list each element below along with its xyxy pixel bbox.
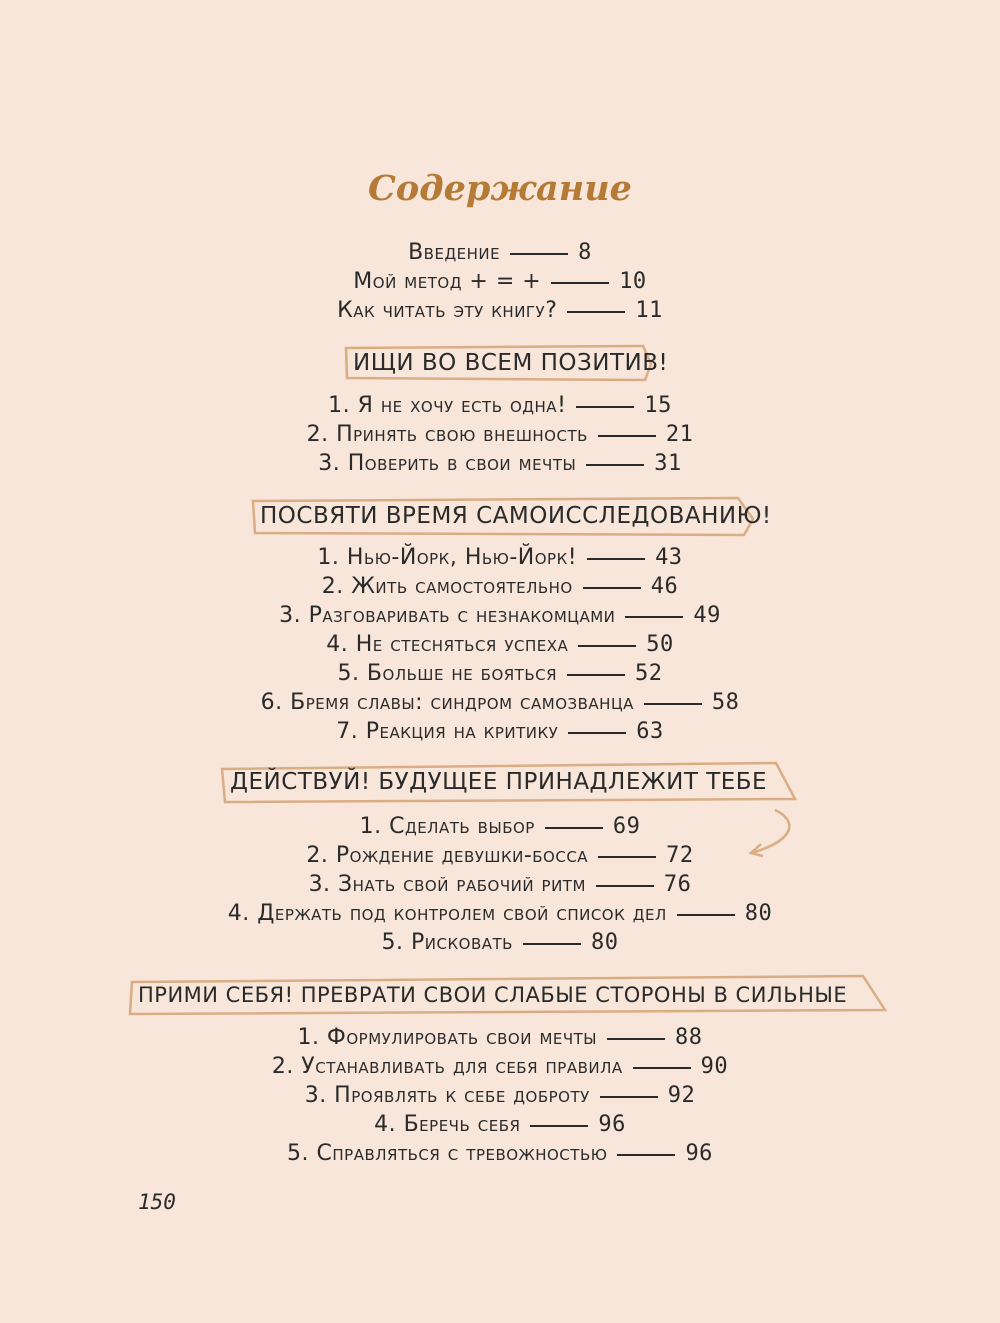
leader-dash bbox=[586, 464, 644, 466]
toc-entry-page: 52 bbox=[635, 661, 663, 686]
toc-entry-label: 3. Разговаривать с незнакомцами bbox=[279, 603, 616, 628]
leader-dash bbox=[600, 1096, 658, 1098]
toc-entry-page: 50 bbox=[646, 632, 674, 657]
toc-entry-page: 72 bbox=[666, 843, 694, 868]
toc-entry bbox=[0, 601, 1000, 630]
toc-entry bbox=[0, 391, 1000, 420]
leader-dash bbox=[576, 406, 634, 408]
toc-entry bbox=[0, 449, 1000, 478]
toc-entry bbox=[0, 1023, 1000, 1052]
toc-entry-page: 69 bbox=[612, 814, 641, 839]
toc-entry bbox=[0, 296, 1000, 325]
toc-entry-label: Мой метод + = + bbox=[353, 269, 542, 294]
toc-entry-page: 58 bbox=[711, 690, 740, 715]
leader-dash bbox=[523, 943, 581, 945]
toc-entry-label: 3. Поверить в свои мечты bbox=[318, 451, 577, 476]
toc-entry bbox=[0, 812, 1000, 841]
toc-entry-label: 5. Больше не бояться bbox=[337, 661, 558, 686]
toc-entry bbox=[0, 267, 1000, 296]
section-heading: ПОСВЯТИ ВРЕМЯ САМОИССЛЕДОВАНИЮ! bbox=[260, 503, 772, 529]
toc-entry-label: 2. Принять свою внешность bbox=[306, 422, 588, 447]
leader-dash bbox=[567, 311, 625, 313]
toc-entry-page: 63 bbox=[636, 719, 664, 744]
leader-dash bbox=[545, 827, 603, 829]
section-heading: ПРИМИ СЕБЯ! ПРЕВРАТИ СВОИ СЛАБЫЕ СТОРОНЫ В СИЛЬНЫЕ bbox=[138, 983, 848, 1007]
toc-entry-label: 3. Проявлять к себе доброту bbox=[304, 1083, 590, 1108]
toc-entry-label: 1. Формулировать свои мечты bbox=[297, 1025, 598, 1050]
leader-dash bbox=[644, 703, 702, 705]
toc-entry bbox=[0, 1052, 1000, 1081]
toc-entry-label: 4. Беречь себя bbox=[374, 1112, 521, 1137]
leader-dash bbox=[677, 914, 735, 916]
toc-entry bbox=[0, 543, 1000, 572]
toc-entry bbox=[0, 420, 1000, 449]
toc-entry-page: 10 bbox=[619, 269, 647, 294]
toc-entry-page: 96 bbox=[685, 1141, 713, 1166]
toc-entry-page: 92 bbox=[667, 1083, 696, 1108]
toc-entry-label: 5. Справляться с тревожностью bbox=[287, 1141, 608, 1166]
toc-entry bbox=[0, 1110, 1000, 1139]
toc-entry bbox=[0, 630, 1000, 659]
toc-entry bbox=[0, 238, 1000, 267]
page-title: Содержание bbox=[368, 168, 632, 209]
toc-entry-label: 2. Рождение девушки-босса bbox=[306, 843, 589, 868]
toc-entry-label: 6. Бремя славы: синдром самозванца bbox=[260, 690, 634, 715]
toc-entry-label: 1. Сделать выбор bbox=[359, 814, 535, 839]
leader-dash bbox=[510, 253, 568, 255]
toc-entry-label: 7. Реакция на критику bbox=[336, 719, 559, 744]
toc-entry-page: 76 bbox=[663, 872, 692, 897]
leader-dash bbox=[578, 645, 636, 647]
toc-entry bbox=[0, 928, 1000, 957]
toc-entry bbox=[0, 717, 1000, 746]
toc-entry bbox=[0, 870, 1000, 899]
toc-entry-page: 49 bbox=[693, 603, 721, 628]
toc-entry-page: 21 bbox=[665, 422, 694, 447]
toc-entry bbox=[0, 899, 1000, 928]
toc-entry-label: 2. Устанавливать для себя правила bbox=[271, 1054, 623, 1079]
leader-dash bbox=[530, 1125, 588, 1127]
toc-entry bbox=[0, 572, 1000, 601]
leader-dash bbox=[596, 885, 654, 887]
section-heading: ДЕЙСТВУЙ! БУДУЩЕЕ ПРИНАДЛЕЖИТ ТЕБЕ bbox=[230, 769, 768, 795]
toc-entry-page: 90 bbox=[700, 1054, 729, 1079]
toc-entry-label: 4. Не стесняться успеха bbox=[326, 632, 569, 657]
toc-entry-label: 1. Я не хочу есть одна! bbox=[328, 393, 567, 418]
section-banner bbox=[343, 344, 669, 382]
toc-entry-label: Как читать эту книгу? bbox=[337, 298, 558, 323]
section-banner bbox=[220, 763, 798, 801]
leader-dash bbox=[567, 674, 625, 676]
leader-dash bbox=[551, 282, 609, 284]
toc-entry bbox=[0, 841, 1000, 870]
toc-entry-label: 1. Нью-Йорк, Нью-Йорк! bbox=[317, 545, 578, 570]
toc-entry-page: 31 bbox=[654, 451, 682, 476]
toc-entry-label: Введение bbox=[408, 240, 501, 265]
toc-entry-page: 15 bbox=[644, 393, 672, 418]
toc-entry bbox=[0, 1139, 1000, 1168]
leader-dash bbox=[633, 1067, 691, 1069]
toc-entry bbox=[0, 659, 1000, 688]
toc-entry bbox=[0, 688, 1000, 717]
toc-entry bbox=[0, 1081, 1000, 1110]
toc-entry-label: 5. Рисковать bbox=[381, 930, 513, 955]
toc-entry-label: 4. Держать под контролем свой список дел bbox=[227, 901, 667, 926]
toc-entry-label: 2. Жить самостоятельно bbox=[321, 574, 573, 599]
toc-entry-page: 80 bbox=[590, 930, 619, 955]
section-heading: ИЩИ ВО ВСЕМ ПОЗИТИВ! bbox=[353, 350, 669, 376]
toc-entry-label: 3. Знать свой рабочий ритм bbox=[308, 872, 586, 897]
leader-dash bbox=[625, 616, 683, 618]
toc-entry-page: 46 bbox=[650, 574, 679, 599]
section-banner bbox=[250, 497, 772, 535]
toc-entry-page: 88 bbox=[675, 1025, 703, 1050]
toc-entry-page: 11 bbox=[635, 298, 663, 323]
leader-dash bbox=[607, 1038, 665, 1040]
leader-dash bbox=[598, 435, 656, 437]
page-number: 150 bbox=[138, 1190, 176, 1214]
toc-entry-page: 8 bbox=[578, 240, 592, 265]
leader-dash bbox=[587, 558, 645, 560]
leader-dash bbox=[617, 1154, 675, 1156]
leader-dash bbox=[568, 732, 626, 734]
toc-entry-page: 96 bbox=[598, 1112, 626, 1137]
toc-entry-page: 80 bbox=[744, 901, 773, 926]
toc-entry-page: 43 bbox=[655, 545, 683, 570]
leader-dash bbox=[583, 587, 641, 589]
leader-dash bbox=[598, 856, 656, 858]
section-banner bbox=[128, 976, 888, 1014]
